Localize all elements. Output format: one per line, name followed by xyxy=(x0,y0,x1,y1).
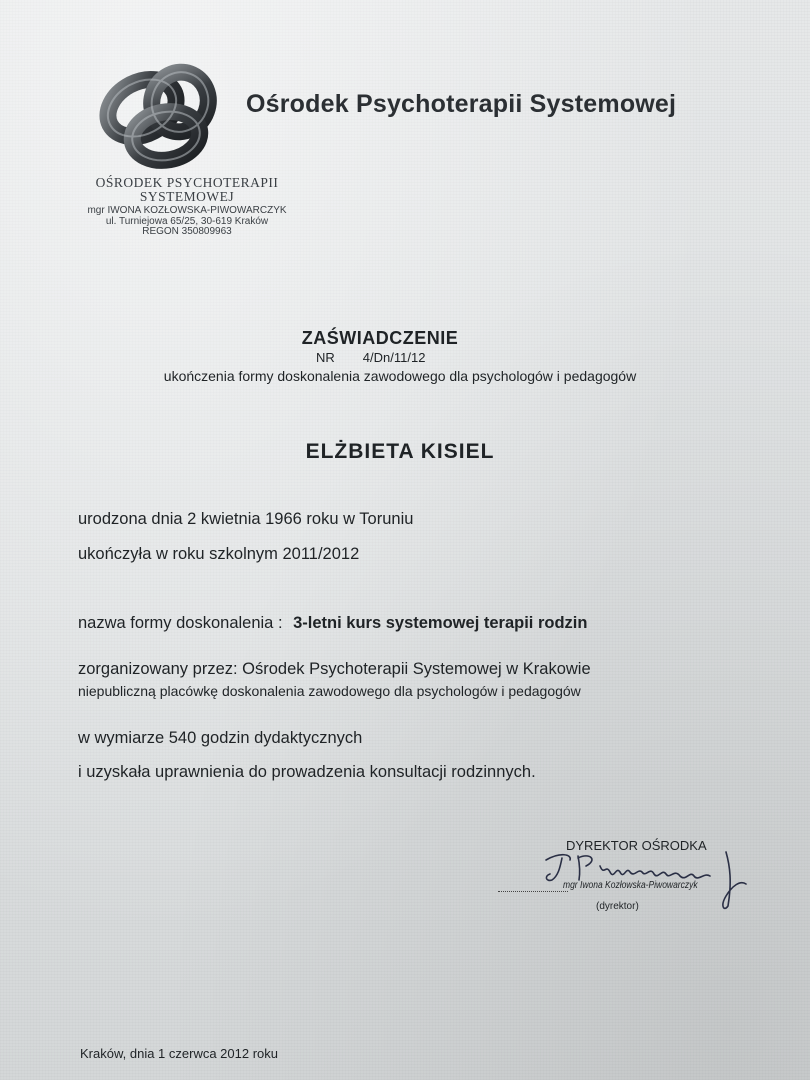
interlocked-rings-logo-icon xyxy=(92,58,224,176)
signatory-role: (dyrektor) xyxy=(596,901,639,912)
training-form-label: nazwa formy doskonalenia : xyxy=(78,614,283,632)
organizer-subline: niepubliczną placówkę doskonalenia zawodowego dla psychologów i pedagogów xyxy=(78,683,581,699)
signatory-title: DYREKTOR OŚRODKA xyxy=(566,838,707,853)
birth-line: urodzona dnia 2 kwietnia 1966 roku w Toruniu xyxy=(78,510,414,528)
certificate-number-value: 4/Dn/11/12 xyxy=(362,350,426,365)
completion-line: ukończyła w roku szkolnym 2011/2012 xyxy=(78,545,360,563)
signature-dotted-line xyxy=(498,883,568,892)
certificate-number-label: NR xyxy=(316,350,335,365)
organizer-line: zorganizowany przez: Ośrodek Psychoterapii Systemowej w Krakowie xyxy=(78,660,591,678)
rights-line: i uzyskała uprawnienia do prowadzenia konsultacji rodzinnych. xyxy=(78,763,536,781)
certificate-title: ZAŚWIADCZENIE xyxy=(301,328,459,348)
training-form-line xyxy=(78,614,587,633)
brand-name: Ośrodek Psychoterapii Systemowej xyxy=(246,90,677,118)
organization-stamp xyxy=(82,176,292,238)
stamp-line-1: OŚRODEK PSYCHOTERAPII xyxy=(95,175,279,190)
certificate-number xyxy=(316,350,425,365)
stamp-line-3: mgr IWONA KOZŁOWSKA-PIWOWARCZYK xyxy=(87,205,287,217)
stamp-line-2: SYSTEMOWEJ xyxy=(139,189,235,205)
place-and-date: Kraków, dnia 1 czerwca 2012 roku xyxy=(80,1046,278,1061)
stamp-line-4: ul. Turniejowa 65/25, 30-619 Kraków xyxy=(105,215,269,227)
training-form-value: 3-letni kurs systemowej terapii rodzin xyxy=(293,614,588,632)
certificate-subtitle: ukończenia formy doskonalenia zawodowego dla psychologów i pedagogów xyxy=(163,368,637,384)
hours-line: w wymiarze 540 godzin dydaktycznych xyxy=(78,729,363,747)
signatory-name: mgr Iwona Kozłowska-Piwowarczyk xyxy=(563,880,698,891)
stamp-line-5: REGON 350809963 xyxy=(142,226,232,238)
recipient-name: ELŻBIETA KISIEL xyxy=(305,440,495,463)
